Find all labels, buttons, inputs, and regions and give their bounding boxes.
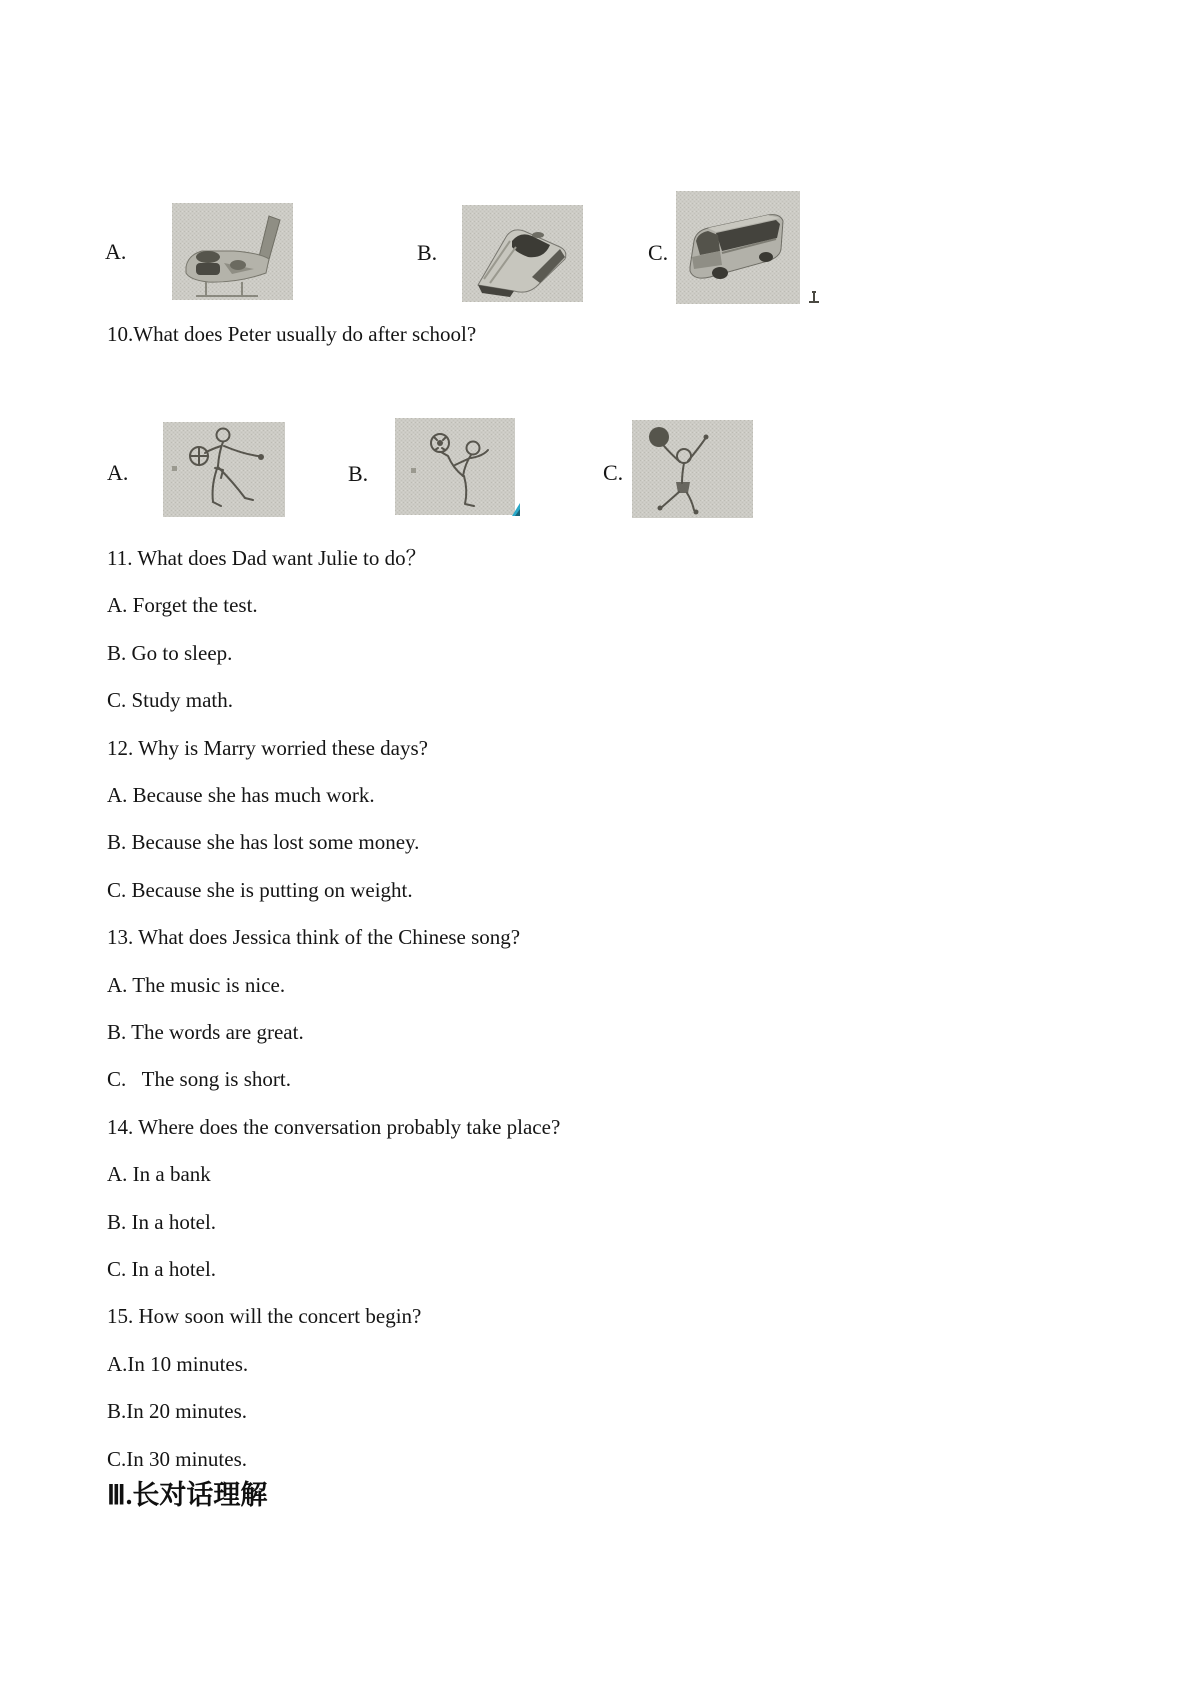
stray-mark xyxy=(807,289,821,305)
question-15-option-c: C.In 30 minutes. xyxy=(107,1447,247,1471)
picture-option-label-c: C. xyxy=(648,240,669,265)
bus-image xyxy=(676,191,800,304)
question-14-option-a: A. In a bank xyxy=(107,1162,211,1186)
picture-option-label-a2: A. xyxy=(107,460,129,485)
question-11-option-c: C. Study math. xyxy=(107,688,234,712)
picture-option-label-b: B. xyxy=(417,240,438,265)
question-11-option-b: B. Go to sleep. xyxy=(107,641,233,665)
question-13-option-a: A. The music is nice. xyxy=(107,973,286,997)
question-10-text: 10.What does Peter usually do after school? xyxy=(107,322,477,346)
question-15-text: 15. How soon will the concert begin? xyxy=(107,1304,422,1328)
picture-option-label-c2: C. xyxy=(603,460,624,485)
question-13-option-c: C. The song is short. xyxy=(107,1067,291,1091)
question-12-option-a: A. Because she has much work. xyxy=(107,783,375,807)
picture-option-label-a: A. xyxy=(105,239,127,264)
basketball-player-image xyxy=(163,422,285,517)
question-14-text: 14. Where does the conversation probably take place? xyxy=(107,1115,561,1139)
question-15-option-b: B.In 20 minutes. xyxy=(107,1399,247,1423)
cyan-speck xyxy=(511,503,521,517)
overhead-serve-image xyxy=(632,420,753,518)
question-14-option-b: B. In a hotel. xyxy=(107,1210,217,1234)
question-13-text: 13. What does Jessica think of the Chinese song? xyxy=(107,925,521,949)
question-11-text: 11. What does Dad want Julie to do？ xyxy=(107,546,427,570)
airplane-image xyxy=(172,203,293,300)
question-15-option-a: A.In 10 minutes. xyxy=(107,1352,249,1376)
question-14-option-c: C. In a hotel. xyxy=(107,1257,217,1281)
soccer-player-image xyxy=(395,418,515,515)
question-11-option-a: A. Forget the test. xyxy=(107,593,258,617)
section-heading: Ⅲ.长对话理解 xyxy=(107,1480,268,1510)
question-12-option-c: C. Because she is putting on weight. xyxy=(107,878,413,902)
picture-option-label-b2: B. xyxy=(348,461,369,486)
question-12-text: 12. Why is Marry worried these days? xyxy=(107,736,428,760)
question-12-option-b: B. Because she has lost some money. xyxy=(107,830,420,854)
high-speed-train-image xyxy=(462,205,583,302)
question-13-option-b: B. The words are great. xyxy=(107,1020,304,1044)
